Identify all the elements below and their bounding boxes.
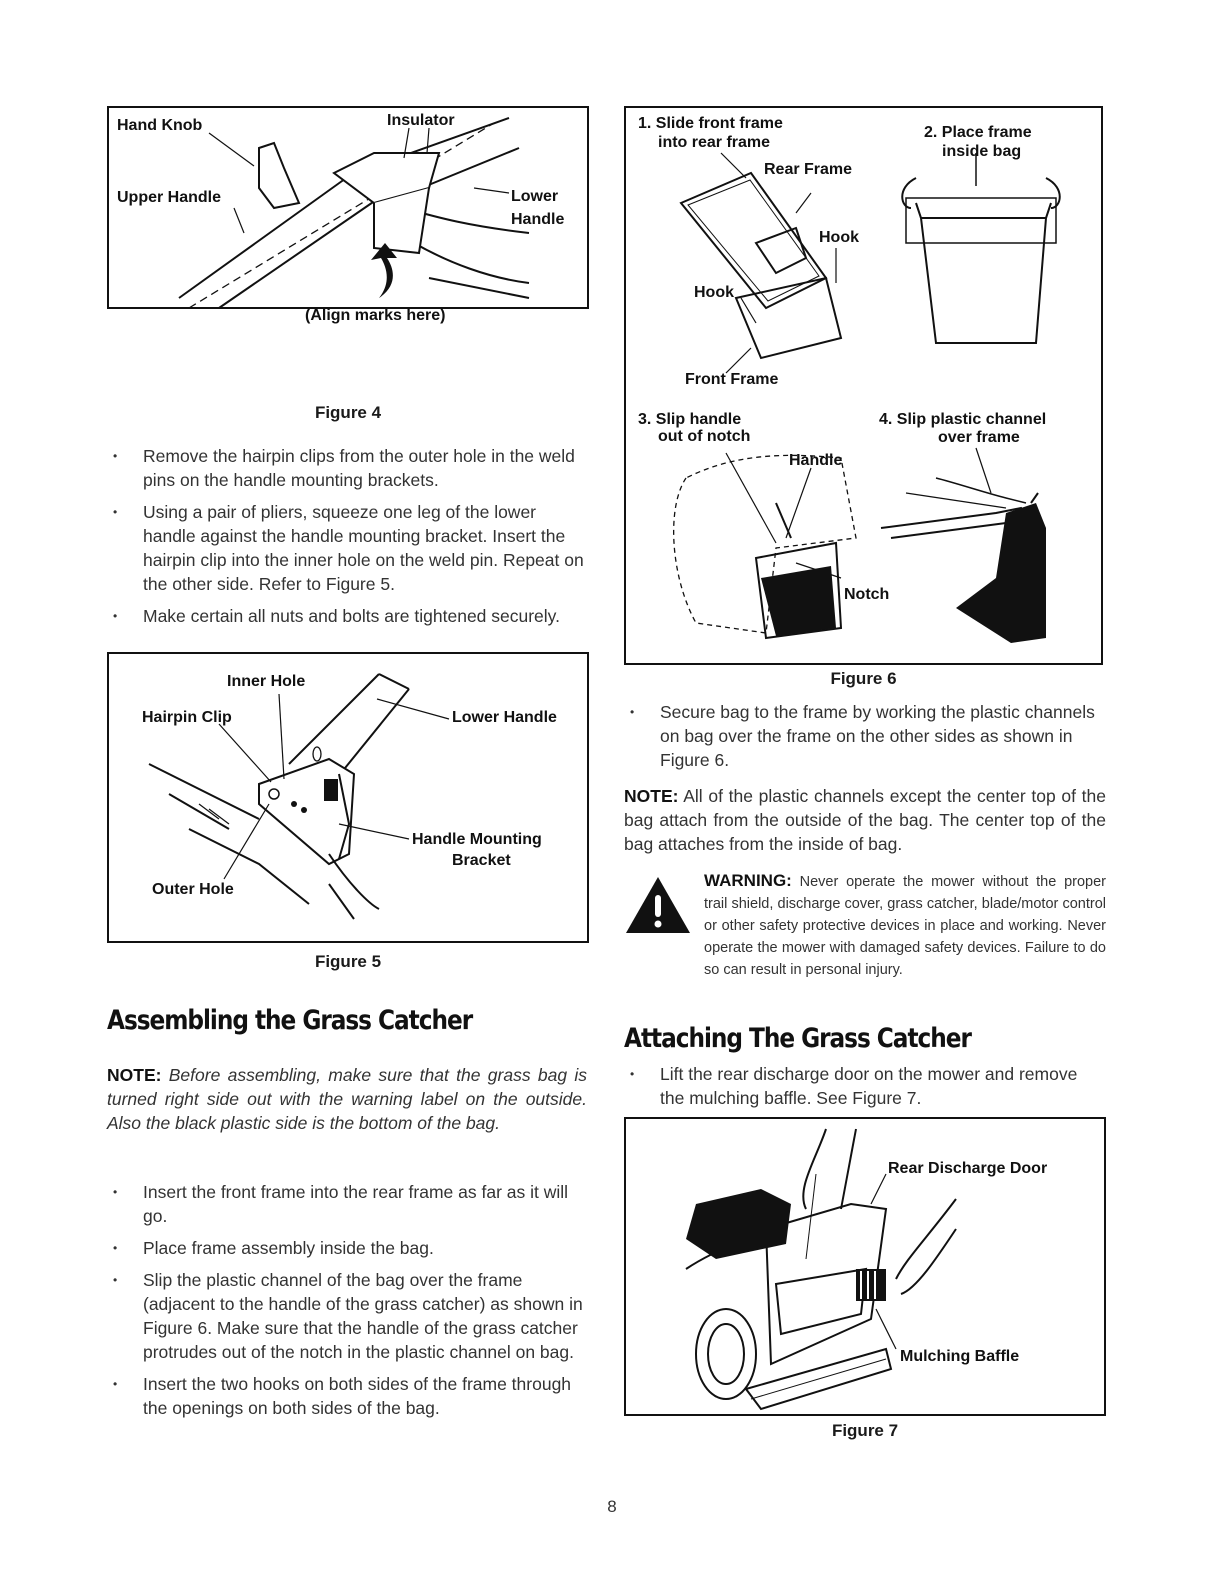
label-align-marks-visible: (Align marks here) (305, 307, 446, 324)
label-step4b: over frame (938, 429, 1020, 446)
note-label: NOTE: (107, 1065, 162, 1085)
list-item (107, 500, 585, 596)
bullet-icon: • (113, 1241, 118, 1255)
warning-triangle-icon (624, 875, 692, 935)
bullet-icon: • (113, 1377, 118, 1391)
bullet-icon: • (113, 1185, 118, 1199)
secure-bag-list (624, 700, 1102, 780)
label-lower: Lower (511, 188, 559, 205)
bullet-icon: • (113, 609, 118, 623)
label-handle: Handle (511, 211, 565, 228)
assembling-steps-list (107, 1180, 585, 1428)
section-heading-attaching: Attaching The Grass Catcher (624, 1023, 971, 1054)
list-item-text: Remove the hairpin clips from the outer hole in the weld pins on the handle mounting brackets. (143, 446, 575, 490)
bullet-icon: • (113, 505, 118, 519)
label-lower-handle: Lower Handle (452, 709, 557, 726)
figure-5-caption: Figure 5 (314, 952, 382, 971)
list-item-text: Slip the plastic channel of the bag over the frame (adjacent to the handle of the grass catcher) as shown in Figure 6. Make sure that the handle of the grass catcher protrudes out of the notch in the plastic channel on bag. (143, 1270, 583, 1362)
label-rear-discharge-door: Rear Discharge Door (888, 1160, 1048, 1177)
label-step1a: 1. Slide front frame (638, 115, 783, 132)
label-handle: Handle (789, 452, 843, 469)
figure-7 (624, 1117, 1106, 1416)
figure-6-caption: Figure 6 (830, 669, 897, 688)
warning-body: Never operate the mower without the proper trail shield, discharge cover, grass catcher, blade/motor control or other safety protective devices in place and working. Never operate the mower with damaged safety devices. Failure to do so can result in personal injury. (704, 874, 1106, 978)
label-mulching-baffle: Mulching Baffle (900, 1348, 1020, 1365)
label-front-frame: Front Frame (685, 371, 779, 388)
label-hairpin-clip: Hairpin Clip (142, 709, 232, 726)
warning-block (624, 870, 1106, 1005)
label-hook-left: Hook (694, 284, 734, 301)
figure-4-caption: Figure 4 (314, 403, 382, 422)
label-step2a: 2. Place frame (924, 124, 1032, 141)
list-item-text: Insert the two hooks on both sides of the frame through the openings on both sides of the bag. (143, 1374, 572, 1418)
list-item-text: Make certain all nuts and bolts are tightened securely. (143, 606, 560, 626)
label-hook-right: Hook (819, 229, 859, 246)
bullet-icon: • (113, 1273, 118, 1287)
note-assembling (107, 1063, 587, 1135)
label-hand-knob: Hand Knob (117, 117, 203, 134)
warning-text (704, 870, 1106, 981)
label-insulator: Insulator (387, 112, 455, 129)
label-step3a: 3. Slip handle (638, 411, 742, 428)
list-item (624, 700, 1102, 772)
figure-6 (624, 106, 1103, 665)
figure-7-caption: Figure 7 (831, 1421, 899, 1440)
list-item (107, 604, 585, 628)
list-item (624, 1062, 1102, 1110)
note-text: Before assembling, make sure that the grass bag is turned right side out with the warning label on the outside. Also the black plastic side is the bottom of the bag. (107, 1065, 587, 1133)
figure-5-illustration (109, 654, 591, 945)
list-item-text: Using a pair of pliers, squeeze one leg of the lower handle against the handle mounting bracket. Insert the hairpin clip into the inner hole on the weld pin. Repeat on the other side. Refer to Figure 5. (143, 502, 584, 594)
label-bracket: Bracket (452, 852, 511, 869)
list-item-text: Place frame assembly inside the bag. (143, 1238, 434, 1258)
list-item-text: Secure bag to the frame by working the plastic channels on bag over the frame on the other sides as shown in Figure 6. (660, 702, 1095, 770)
figure-4 (107, 106, 589, 324)
figure-5 (107, 652, 589, 943)
label-step3b: out of notch (658, 428, 751, 445)
list-item (107, 1236, 585, 1260)
label-outer-hole: Outer Hole (152, 881, 234, 898)
label-step2b: inside bag (942, 143, 1022, 160)
list-item (107, 1372, 585, 1420)
label-upper-handle: Upper Handle (117, 189, 222, 206)
label-rear-frame: Rear Frame (764, 161, 853, 178)
attaching-steps-list (624, 1062, 1102, 1118)
bullet-icon: • (630, 705, 635, 719)
warning-label: WARNING: (704, 871, 792, 890)
handle-steps-list (107, 444, 585, 636)
list-item-text: Insert the front frame into the rear frame as far as it will go. (143, 1182, 569, 1226)
label-step4a: 4. Slip plastic channel (879, 411, 1047, 428)
list-item-text: Lift the rear discharge door on the mower and remove the mulching baffle. See Figure 7. (660, 1064, 1078, 1108)
label-notch: Notch (844, 586, 890, 603)
bullet-icon: • (630, 1067, 635, 1081)
list-item (107, 444, 585, 492)
note-channels (624, 784, 1106, 856)
page-number: 8 (607, 1497, 617, 1516)
note-label: NOTE: (624, 786, 679, 806)
bullet-icon: • (113, 449, 118, 463)
list-item (107, 1180, 585, 1228)
note-text: All of the plastic channels except the center top of the bag attach from the outside of the bag. The center top of the bag attaches from the inside of bag. (624, 786, 1107, 854)
section-heading-assembling: Assembling the Grass Catcher (107, 1005, 473, 1036)
list-item (107, 1268, 585, 1364)
label-handle-mounting: Handle Mounting (412, 831, 542, 848)
label-step1b: into rear frame (658, 134, 771, 151)
label-inner-hole: Inner Hole (227, 673, 306, 690)
